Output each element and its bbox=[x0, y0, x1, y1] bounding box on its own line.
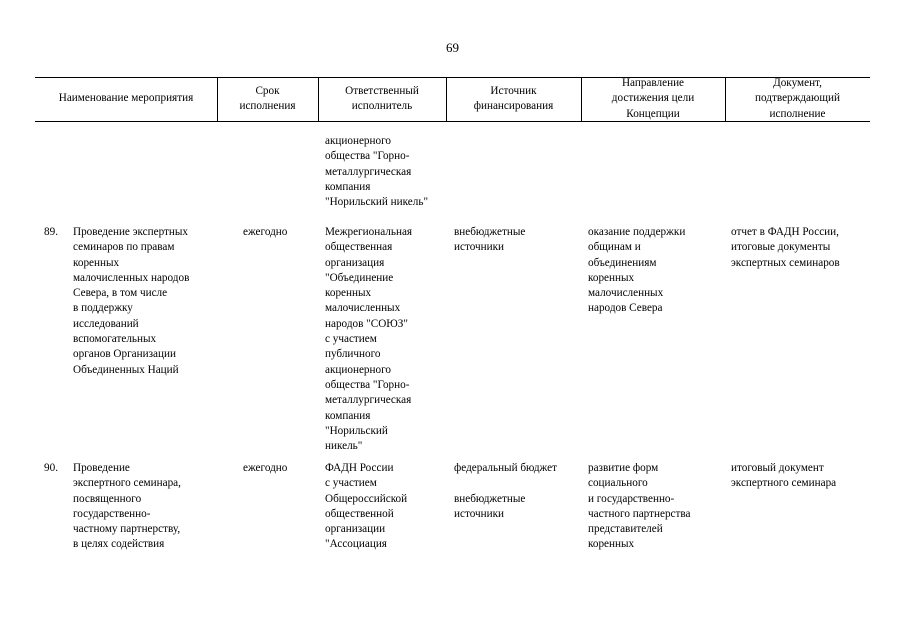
header-document bbox=[725, 77, 870, 121]
row-direction: оказание поддержки общинам и объединениям коренных малочисленных народов Севера bbox=[588, 226, 686, 315]
header-direction bbox=[581, 77, 725, 121]
header-document-text: Документ, подтверждающий исполнение bbox=[755, 77, 840, 120]
header-source-text: Источник финансирования bbox=[473, 84, 554, 112]
header-name bbox=[35, 77, 217, 121]
header-source bbox=[446, 77, 581, 121]
header-responsible bbox=[318, 77, 446, 121]
header-responsible-text: Ответственный исполнитель bbox=[345, 84, 419, 112]
row-responsible: ФАДН России с участием Общероссийской общественной организации "Ассоциация bbox=[325, 462, 408, 551]
header-term-text: Срок исполнения bbox=[239, 84, 296, 112]
header-bottom-border bbox=[35, 121, 870, 122]
row-direction: развитие форм социального и государственно- частного партнерства представителей коренных bbox=[588, 462, 691, 551]
row-name: Проведение экспертного семинара, посвященного государственно- частному партнерству, в целях содействия bbox=[73, 462, 181, 551]
row-term: ежегодно bbox=[243, 226, 288, 238]
row-term: ежегодно bbox=[243, 462, 288, 474]
row-source: внебюджетные источники bbox=[454, 226, 526, 254]
row-document: отчет в ФАДН России, итоговые документы экспертных семинаров bbox=[731, 226, 840, 269]
row-name: Проведение экспертных семинаров по правам коренных малочисленных народов Севера, в том числе в поддержку исследований вспомогательных органов Организации Объединенных Наций bbox=[73, 226, 190, 376]
row-number: 90. bbox=[44, 462, 58, 474]
page-number: 69 bbox=[446, 40, 459, 55]
row-responsible: Межрегиональная общественная организация "Объединение коренных малочисленных народов "СОЮЗ" с участием публичного акционерного общества "Горно- металлургическая компания "Норильский никель" bbox=[325, 226, 413, 453]
row-document: итоговый документ экспертного семинара bbox=[731, 462, 837, 490]
header-term bbox=[217, 77, 318, 121]
row-number: 89. bbox=[44, 226, 58, 238]
continuation-responsible: акционерного общества "Горно- металлургическая компания "Норильский никель" bbox=[325, 135, 429, 209]
header-name-text: Наименование мероприятия bbox=[58, 92, 194, 105]
header-direction-text: Направление достижения цели Концепции bbox=[611, 77, 695, 120]
row-source: федеральный бюджет внебюджетные источники bbox=[454, 462, 557, 520]
